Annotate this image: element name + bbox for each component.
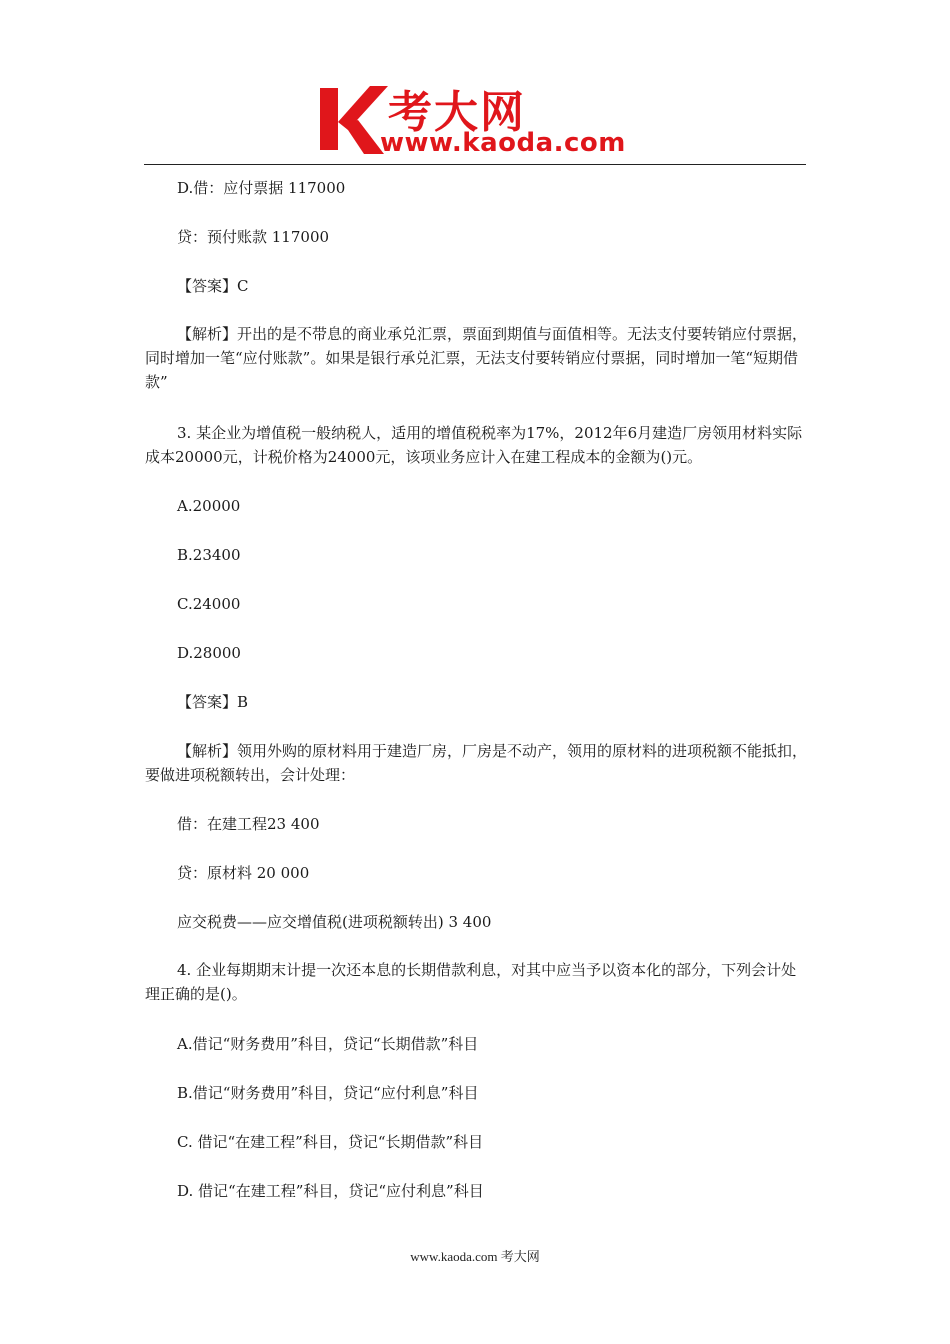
analysis-paragraph: 【解析】领用外购的原材料用于建造厂房，厂房是不动产，领用的原材料的进项税额不能抵扣，要做进项税额转出，会计处理： (145, 742, 808, 784)
option-c: C. 借记“在建工程”科目，贷记“长期借款”科目 (177, 1133, 484, 1151)
question-3: 3. 某企业为增值税一般纳税人，适用的增值税税率为17%，2012年6月建造厂房领用材料实际成本20000元，计税价格为24000元，该项业务应计入在建工程成本的金额为()元。 (145, 424, 803, 466)
kaoda-logo (318, 80, 638, 158)
option-d: D. 借记“在建工程”科目，贷记“应付利息”科目 (177, 1182, 484, 1200)
entry-line: 借：在建工程23 400 (177, 815, 320, 833)
logo-text: 考大网 (388, 87, 526, 138)
logo-url: www.kaoda.com (380, 128, 626, 158)
header-divider (144, 164, 806, 165)
option-b: B.借记“财务费用”科目，贷记“应付利息”科目 (177, 1084, 479, 1102)
option-c: C.24000 (177, 595, 241, 613)
question-4: 4. 企业每期期末计提一次还本息的长期借款利息，对其中应当予以资本化的部分，下列会计处理正确的是()。 (145, 961, 797, 1003)
entry-line: 贷：原材料 20 000 (177, 864, 310, 882)
option-d: D.28000 (177, 644, 241, 662)
entry-line: 贷：预付账款 117000 (177, 228, 330, 246)
option-line: D.借：应付票据 117000 (177, 179, 346, 197)
option-b: B.23400 (177, 546, 241, 564)
option-a: A.借记“财务费用”科目，贷记“长期借款”科目 (177, 1035, 479, 1053)
page-footer: www.kaoda.com 考大网 (410, 1249, 540, 1264)
answer-line: 【答案】B (177, 693, 249, 711)
answer-line: 【答案】C (177, 277, 249, 295)
entry-line: 应交税费——应交增值税(进项税额转出) 3 400 (177, 913, 492, 931)
option-a: A.20000 (177, 497, 241, 515)
analysis-paragraph: 【解析】开出的是不带息的商业承兑汇票，票面到期值与面值相等。无法支付要转销应付票据，同时增加一笔“应付账款”。如果是银行承兑汇票，无法支付要转销应付票据，同时增加一笔“短期借款” (145, 325, 808, 391)
